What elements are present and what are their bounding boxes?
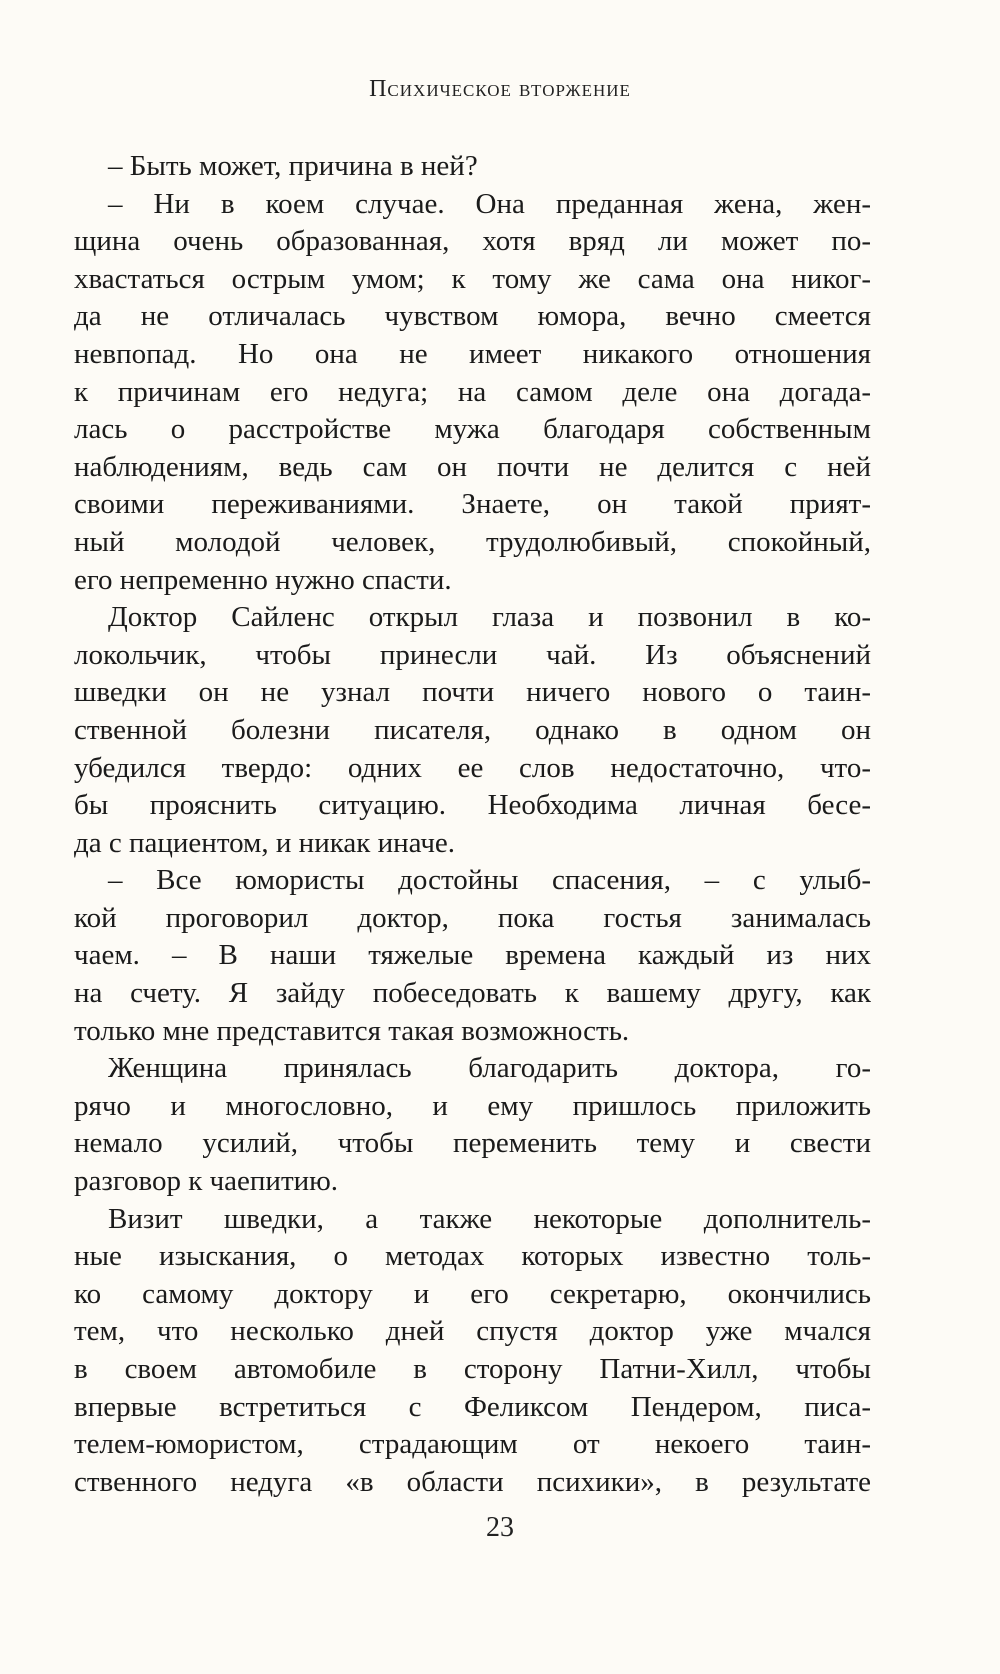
text-line: ные изыскания, о методах которых известно толь-: [74, 1240, 871, 1273]
text-line: своими переживаниями. Знаете, он такой прият-: [74, 488, 871, 521]
page-number: 23: [486, 1512, 514, 1543]
text-line: ственного недуга «в области психики», в результате: [74, 1465, 871, 1498]
paragraph-6: [74, 1201, 871, 1502]
text-line: кой проговорил доктор, пока гостья занималась: [74, 901, 871, 934]
text-line: немало усилий, чтобы переменить тему и свести: [74, 1127, 871, 1160]
text-line: ственной болезни писателя, однако в одном он: [74, 713, 871, 746]
text-line: впервые встретиться с Феликсом Пендером, писа-: [74, 1390, 871, 1423]
text-line: ный молодой человек, трудолюбивый, спокойный,: [74, 525, 871, 558]
text-line: локольчик, чтобы принесли чай. Из объяснений: [74, 638, 871, 671]
text-line: – Ни в коем случае. Она преданная жена, жен-: [108, 187, 871, 220]
text-line: его непременно нужно спасти.: [74, 563, 452, 596]
paragraph-4: [74, 862, 871, 1050]
text-line: к причинам его недуга; на самом деле она догада-: [74, 375, 871, 408]
paragraph-2: [74, 186, 871, 600]
text-line: только мне представится такая возможность.: [74, 1014, 630, 1047]
text-line: Визит шведки, а также некоторые дополнитель-: [108, 1202, 871, 1235]
paragraph-1: [74, 148, 871, 186]
text-line: Доктор Сайленс открыл глаза и позвонил в ко-: [108, 601, 871, 634]
text-line: в своем автомобиле в сторону Патни-Хилл, чтобы: [74, 1353, 871, 1385]
text-line: – Все юмористы достойны спасения, – с улыб-: [108, 864, 871, 897]
text-line: наблюдениям, ведь сам он почти не делится с ней: [74, 450, 871, 483]
text-line: разговор к чаепитию.: [74, 1165, 339, 1198]
text-line: тем, что несколько дней спустя доктор уже мчался: [74, 1315, 871, 1348]
body-text: [74, 148, 871, 1501]
paragraph-5: [74, 1050, 871, 1200]
text-line: на счету. Я зайду побеседовать к вашему другу, как: [74, 977, 871, 1010]
text-line: щина очень образованная, хотя вряд ли может по-: [74, 225, 871, 258]
running-head: Психическое вторжение: [369, 76, 631, 102]
text-line: да не отличалась чувством юмора, вечно смеется: [74, 300, 871, 333]
text-line: невпопад. Но она не имеет никакого отношения: [74, 337, 871, 370]
text-line: чаем. – В наши тяжелые времена каждый из них: [74, 939, 871, 972]
text-line: ко самому доктору и его секретарю, окончились: [74, 1277, 871, 1310]
paragraph-3: [74, 599, 871, 862]
text-line: Женщина принялась благодарить доктора, го-: [108, 1052, 871, 1085]
text-line: – Быть может, причина в ней?: [108, 150, 478, 182]
text-line: шведки он не узнал почти ничего нового о таин-: [74, 676, 871, 709]
text-line: убедился твердо: одних ее слов недостаточно, что-: [74, 751, 871, 784]
text-line: да с пациентом, и никак иначе.: [74, 826, 456, 859]
text-line: хвастаться острым умом; к тому же сама она никог-: [74, 262, 871, 295]
text-line: лась о расстройстве мужа благодаря собственным: [74, 413, 871, 446]
text-line: телем-юмористом, страдающим от некоего таин-: [74, 1428, 871, 1461]
text-line: бы прояснить ситуацию. Необходима личная бесе-: [74, 789, 871, 822]
text-line: рячо и многословно, и ему пришлось приложить: [74, 1089, 871, 1122]
